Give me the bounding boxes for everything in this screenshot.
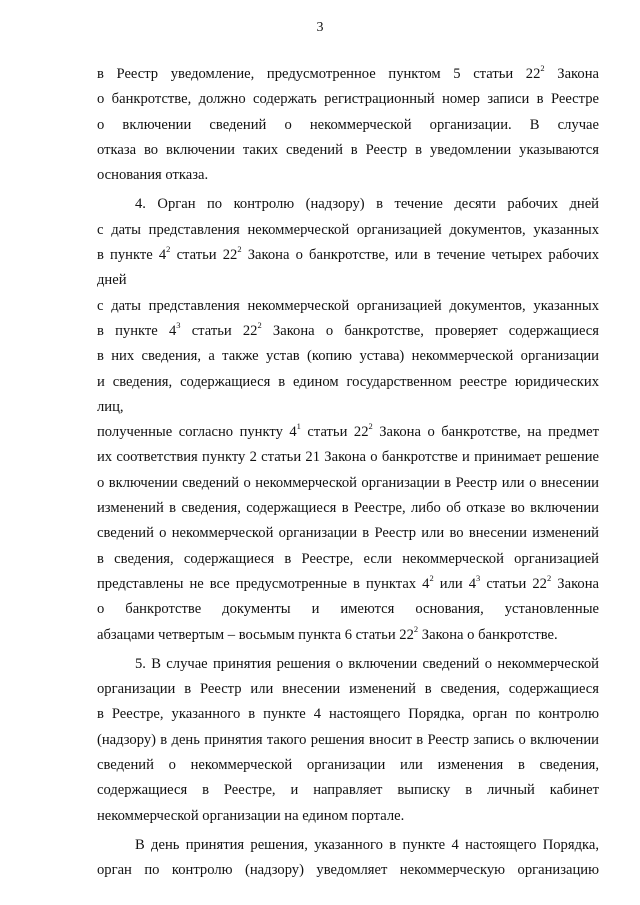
- text-line: [97, 702, 599, 727]
- text-run: изменений в сведения, содержащиеся в Реестре, либо об отказе во включении: [97, 500, 599, 517]
- text-line: [97, 496, 599, 521]
- paragraph: [97, 833, 599, 884]
- text-line: [97, 243, 599, 294]
- text-run: Закона: [551, 575, 599, 592]
- text-run: Закона о банкротстве, или в течение четырех рабочих дней: [97, 247, 599, 289]
- text-line: [97, 294, 599, 319]
- text-run: их соответствия пункту 2 статьи 21 Закона о банкротстве и принимает решение: [97, 449, 599, 466]
- text-line: [97, 597, 599, 622]
- page-number: 3: [316, 20, 324, 35]
- text-line: [97, 319, 599, 344]
- text-line: [97, 370, 599, 421]
- text-run: в пункте 4: [97, 322, 177, 339]
- text-line: [97, 833, 599, 858]
- text-run: в сведения, содержащиеся в Реестре, если некоммерческой организацией: [97, 550, 599, 567]
- text-run: статьи 22: [180, 322, 258, 339]
- text-run: содержащиеся в Реестре, и направляет выписку в личный кабинет: [97, 782, 599, 799]
- text-run: отказа во включении таких сведений в Реестр в уведомлении указываются: [97, 141, 599, 158]
- text-line: [97, 138, 599, 163]
- text-run: о банкротстве документы и имеются основания, установленные: [97, 601, 599, 618]
- superscript: 2: [546, 573, 552, 584]
- text-line: [97, 445, 599, 470]
- text-line: [97, 192, 599, 217]
- text-run: сведений о некоммерческой организации в Реестр или во внесении изменений: [97, 525, 599, 542]
- text-run: основания отказа.: [97, 167, 209, 184]
- text-line: [97, 218, 599, 243]
- text-run: организации в Реестр или внесении изменений в сведения, содержащиеся: [97, 681, 599, 698]
- text-run: Закона: [544, 66, 599, 82]
- superscript: 2: [540, 63, 545, 74]
- text-run: статьи 22: [300, 424, 369, 441]
- text-line: [97, 728, 599, 753]
- text-line: [97, 677, 599, 702]
- text-line: [97, 113, 599, 138]
- text-run: (надзору) в день принятия такого решения вносит в Реестр запись о включении: [97, 731, 599, 748]
- text-line: [97, 623, 599, 648]
- superscript: 2: [413, 623, 419, 634]
- text-run: или 4: [433, 575, 477, 592]
- text-run: с даты представления некоммерческой организацией документов, указанных: [97, 297, 599, 314]
- text-run: представлены не все предусмотренные в пунктах 4: [97, 575, 430, 592]
- text-line: [97, 572, 599, 597]
- text-line: [97, 753, 599, 778]
- text-run: 5. В случае принятия решения о включении сведений о некоммерческой: [135, 655, 599, 672]
- paragraph: [97, 652, 599, 829]
- superscript: 2: [368, 421, 373, 432]
- text-line: [97, 547, 599, 572]
- text-run: В день принятия решения, указанного в пункте 4 настоящего Порядка,: [135, 836, 599, 853]
- superscript: 3: [176, 320, 181, 331]
- text-run: Закона о банкротстве, на предмет: [372, 424, 599, 441]
- text-run: в них сведения, а также устав (копию устава) некоммерческой организации: [97, 348, 599, 365]
- superscript: 2: [237, 244, 242, 255]
- text-line: [97, 858, 599, 883]
- text-run: и сведения, содержащиеся в едином государственном реестре юридических лиц,: [97, 373, 599, 415]
- text-run: некоммерческой организации на едином портале.: [97, 807, 405, 824]
- text-run: сведений о некоммерческой организации или изменения в сведения,: [97, 757, 599, 774]
- text-line: [97, 87, 599, 112]
- text-run: Закона о банкротстве, проверяет содержащиеся: [261, 322, 599, 339]
- text-run: в Реестр уведомление, предусмотренное пунктом 5 статьи 22: [97, 66, 541, 82]
- text-run: Закона о банкротстве.: [418, 626, 558, 643]
- superscript: 2: [429, 573, 434, 584]
- text-line: [97, 420, 599, 445]
- text-run: в пункте 4: [97, 247, 167, 264]
- text-run: статьи 22: [480, 575, 547, 592]
- superscript: 1: [296, 421, 301, 432]
- text-run: о включении сведений о некоммерческой организации в Реестр или о внесении: [97, 474, 599, 491]
- text-run: 4. Орган по контролю (надзору) в течение десяти рабочих дней: [135, 196, 599, 213]
- superscript: 3: [476, 573, 481, 584]
- text-line: [97, 778, 599, 803]
- text-line: [97, 163, 599, 188]
- superscript: 2: [257, 320, 262, 331]
- text-run: полученные согласно пункту 4: [97, 424, 297, 441]
- superscript: 2: [166, 244, 171, 255]
- paragraph: [97, 192, 599, 647]
- text-line: [97, 62, 599, 87]
- text-run: с даты представления некоммерческой организацией документов, указанных: [97, 221, 599, 238]
- text-run: о банкротстве, должно содержать регистрационный номер записи в Реестре: [97, 91, 599, 108]
- paragraph: [97, 62, 599, 188]
- text-line: [97, 652, 599, 677]
- text-run: статьи 22: [170, 247, 238, 264]
- text-line: [97, 344, 599, 369]
- document-body: [97, 62, 599, 884]
- text-run: в Реестре, указанного в пункте 4 настоящего Порядка, орган по контролю: [97, 706, 599, 723]
- text-line: [97, 521, 599, 546]
- text-run: орган по контролю (надзору) уведомляет некоммерческую организацию: [97, 862, 599, 879]
- text-run: абзацами четвертым – восьмым пункта 6 статьи 22: [97, 626, 414, 643]
- text-line: [97, 804, 599, 829]
- text-run: о включении сведений о некоммерческой организации. В случае: [97, 116, 599, 133]
- text-line: [97, 471, 599, 496]
